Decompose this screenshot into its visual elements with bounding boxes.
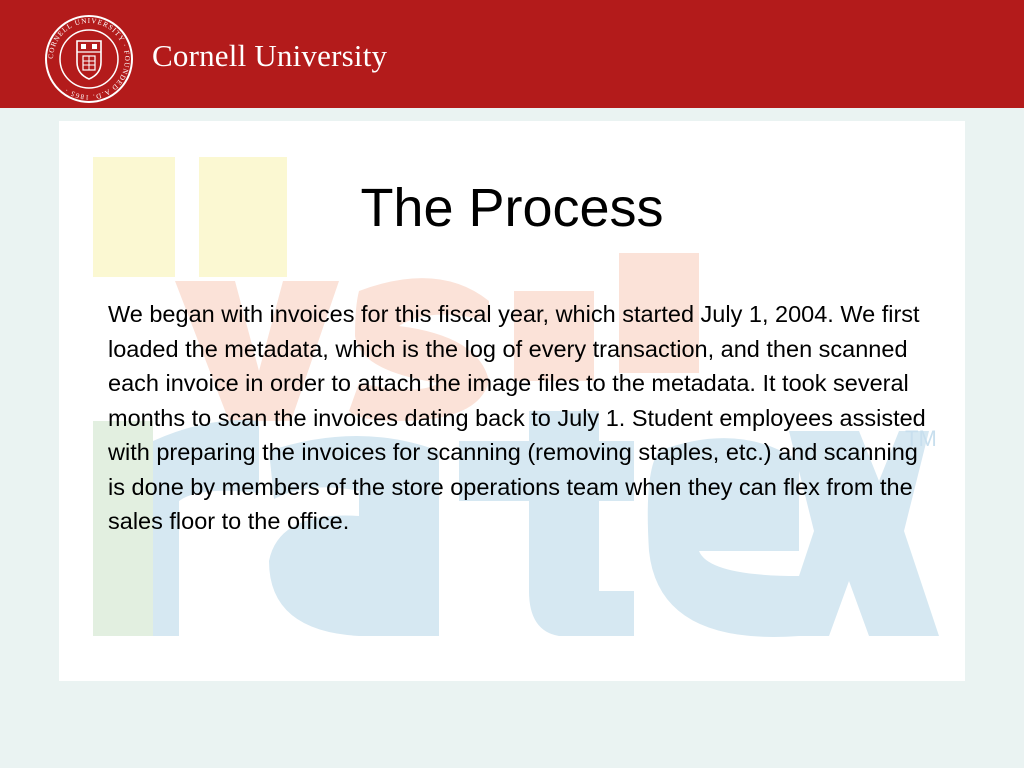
slide-content-area (59, 121, 965, 681)
svg-text:TM: TM (905, 426, 937, 451)
header-bar (0, 0, 1024, 108)
svg-text:CORNELL UNIVERSITY · FOUNDED A: CORNELL UNIVERSITY · FOUNDED A.D. 1865 · (46, 16, 132, 102)
slide-title: The Process (360, 178, 664, 238)
cornell-seal-logo (44, 14, 134, 104)
slide-body-text: We began with invoices for this fiscal year, which started July 1, 2004. We first loaded the metadata, which is the log of every transaction, and then scanned each invoice in order to attach the image files to the metadata. It took several months to scan the invoices dating back to July 1. Student employees assisted with preparing the invoices for scanning (removing staples, etc.) and scanning is done by members of the store operations team when they can flex from the sales floor to the office. (108, 301, 926, 534)
brand-name: Cornell University (152, 38, 388, 73)
